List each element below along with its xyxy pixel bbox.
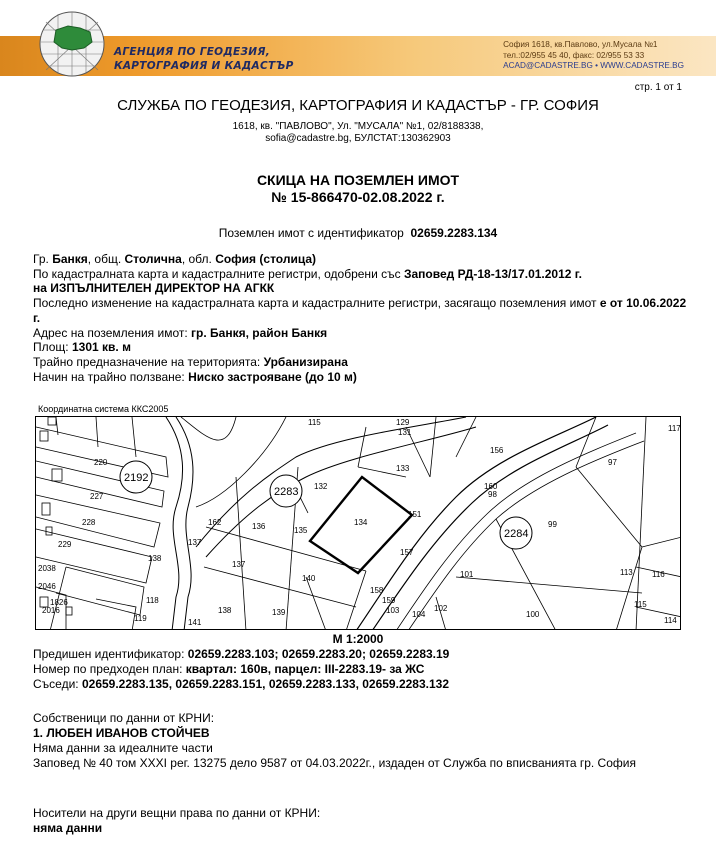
usage-value: Ниско застрояване (до 10 м)	[188, 369, 357, 384]
region-value: София (столица)	[215, 252, 317, 266]
parcel-label: 131	[398, 428, 412, 437]
parcel-label: 102	[434, 604, 448, 613]
identifier-value: 02659.2283.134	[410, 226, 498, 240]
neighbors-value: 02659.2283.135, 02659.2283.151, 02659.2283.133, 02659.2283.132	[81, 677, 449, 691]
document-title	[0, 172, 716, 206]
agency-name-line2: КАРТОГРАФИЯ И КАДАСТЪР	[114, 60, 294, 72]
office-title: СЛУЖБА ПО ГЕОДЕЗИЯ, КАРТОГРАФИЯ И КАДАСТЪР - ГР. СОФИЯ	[117, 97, 599, 114]
parcel-label: 138	[218, 606, 232, 615]
parcel-label: 2016	[42, 606, 60, 615]
parcel-label: 116	[652, 570, 665, 579]
map-scale: М 1:2000	[332, 632, 384, 646]
parcel-label: 98	[488, 490, 497, 499]
parcel-label: 113	[620, 568, 633, 577]
owners-section	[33, 711, 693, 771]
town-label: Гр.	[33, 252, 49, 266]
parcel-label: 229	[58, 540, 72, 549]
parcel-label: 138	[148, 554, 162, 563]
office-address-line1: 1618, кв. "ПАВЛОВО", Ул. "МУСАЛА" №1, 02/8188338,	[232, 121, 484, 132]
parcel-label: 115	[634, 600, 647, 609]
sketch-number: № 15-866470-02.08.2022 г.	[271, 189, 445, 205]
office-address-line2: sofia@cadastre.bg, БУЛСТАТ:130362903	[265, 133, 451, 144]
agency-name-line1: АГЕНЦИЯ ПО ГЕОДЕЗИЯ,	[114, 46, 271, 58]
parcel-label: 115	[308, 418, 321, 427]
parcel-label: 220	[94, 458, 108, 467]
parcel-label: 1826	[50, 598, 68, 607]
contact-phone: тел.:02/955 45 40, факс: 02/955 53 33	[503, 50, 645, 60]
parcel-label: 139	[272, 608, 286, 617]
previous-plan-value: квартал: 160в, парцел: III-2283.19- за ЖС	[185, 662, 425, 676]
parcel-label: 156	[490, 446, 504, 455]
usage-line	[33, 370, 693, 385]
last-change-line	[33, 296, 693, 325]
block-2192: 2192	[124, 472, 149, 484]
property-details	[33, 252, 693, 384]
municipality-label: , общ.	[87, 252, 122, 266]
purpose-line	[33, 355, 693, 370]
parcel-label: 162	[208, 518, 222, 527]
owners-heading: Собственици по данни от КРНИ:	[33, 711, 215, 725]
parcel-label: 141	[188, 618, 202, 627]
parcel-label: 227	[90, 492, 104, 501]
contact-address: София 1618, кв.Павлово, ул.Мусала №1	[503, 40, 658, 49]
parcel-label: 160	[484, 482, 498, 491]
owner-order: Заповед № 40 том XXXI рег. 13275 дело 9587 от 04.03.2022г., издаден от Служба по вписванията гр. София	[33, 756, 636, 770]
agency-name	[114, 45, 294, 73]
parcel-label: 137	[232, 560, 246, 569]
parcel-label: 136	[252, 522, 266, 531]
parcel-label: 132	[314, 482, 328, 491]
parcel-label: 103	[386, 606, 400, 615]
town-value: Банкя	[52, 252, 88, 266]
previous-plan-label: Номер по предходен план:	[33, 662, 183, 676]
block-2284: 2284	[504, 528, 529, 540]
parcel-label: 151	[408, 510, 422, 519]
approval-order: Заповед РД-18-13/17.01.2012 г.	[403, 266, 582, 281]
contact-email-web[interactable]: ACAD@CADASTRE.BG • WWW.CADASTRE.BG	[503, 61, 684, 70]
parcel-label: 2046	[38, 582, 56, 591]
parcel-label: 129	[396, 418, 410, 427]
parcel-label: 117	[668, 424, 681, 433]
purpose-label: Трайно предназначение на територията:	[33, 354, 261, 369]
neighbors-line	[33, 677, 693, 692]
address-line	[33, 326, 693, 341]
region-label: , обл.	[181, 252, 212, 266]
parcel-label: 99	[548, 520, 557, 529]
cadastral-map[interactable]	[35, 416, 681, 630]
area-value: 1301 кв. м	[72, 340, 131, 355]
parcel-label: 118	[146, 596, 159, 605]
parcel-label: 104	[412, 610, 426, 619]
previous-identifier-label: Предишен идентификатор:	[33, 647, 185, 661]
parcel-label: 114	[664, 616, 677, 625]
page-number: стр. 1 от 1	[634, 82, 682, 93]
owner-ideal-parts: Няма данни за идеалните части	[33, 741, 213, 755]
parcel-label: 157	[400, 548, 414, 557]
other-rights-section	[33, 806, 693, 836]
neighbors-label: Съседи:	[33, 677, 79, 691]
block-2283: 2283	[274, 486, 299, 498]
coordinate-system: Координатна система ККС2005	[38, 404, 169, 414]
owner-name: 1. ЛЮБЕН ИВАНОВ СТОЙЧЕВ	[33, 726, 210, 740]
other-rights-heading: Носители на други вещни права по данни от КРНИ:	[33, 806, 321, 820]
municipality-value: Столична	[124, 252, 182, 266]
parcel-label: 97	[608, 458, 617, 467]
parcel-label: 100	[526, 610, 540, 619]
area-line	[33, 340, 693, 355]
parcel-label: 135	[294, 526, 308, 535]
after-map-info	[33, 647, 693, 692]
parcel-label: 137	[188, 538, 202, 547]
area-label: Площ:	[33, 340, 69, 355]
parcel-label: 228	[82, 518, 96, 527]
previous-identifier-value: 02659.2283.103; 02659.2283.20; 02659.2283.19	[187, 647, 450, 661]
parcel-label: 133	[396, 464, 410, 473]
previous-identifier-line	[33, 647, 693, 662]
last-change-date: е от 10.06.2022 г.	[33, 296, 687, 325]
order-by: на ИЗПЪЛНИТЕЛЕН ДИРЕКТОР НА АГКК	[33, 281, 275, 296]
usage-label: Начин на трайно ползване:	[33, 369, 185, 384]
approval-text: По кадастралната карта и кадастралните регистри, одобрени със	[33, 266, 401, 281]
cadastral-map-drawing	[36, 417, 681, 630]
purpose-value: Урбанизирана	[263, 354, 348, 369]
address-value: гр. Банкя, район Банкя	[191, 325, 328, 340]
parcel-label: 159	[382, 596, 396, 605]
parcel-label: 119	[134, 614, 147, 623]
parcel-label: 140	[302, 574, 316, 583]
identifier-line	[0, 226, 716, 240]
previous-plan-line	[33, 662, 693, 677]
parcel-label: 2038	[38, 564, 56, 573]
address-label: Адрес на поземления имот:	[33, 325, 188, 340]
parcel-label: 158	[370, 586, 384, 595]
other-rights-value: няма данни	[33, 821, 103, 835]
bulgaria-map-logo-icon	[36, 8, 108, 80]
sketch-title: СКИЦА НА ПОЗЕМЛЕН ИМОТ	[256, 172, 460, 188]
agency-contact	[503, 40, 684, 72]
parcel-label-134: 134	[354, 518, 368, 527]
location-line	[33, 252, 693, 267]
identifier-label: Поземлен имот с идентификатор	[218, 226, 404, 240]
approval-line	[33, 267, 693, 282]
last-change-text: Последно изменение на кадастралната карта и кадастралните регистри, засягащо поземления имот	[33, 296, 597, 311]
office-address	[0, 121, 716, 145]
order-by-line	[33, 281, 693, 296]
parcel-label: 101	[460, 570, 474, 579]
